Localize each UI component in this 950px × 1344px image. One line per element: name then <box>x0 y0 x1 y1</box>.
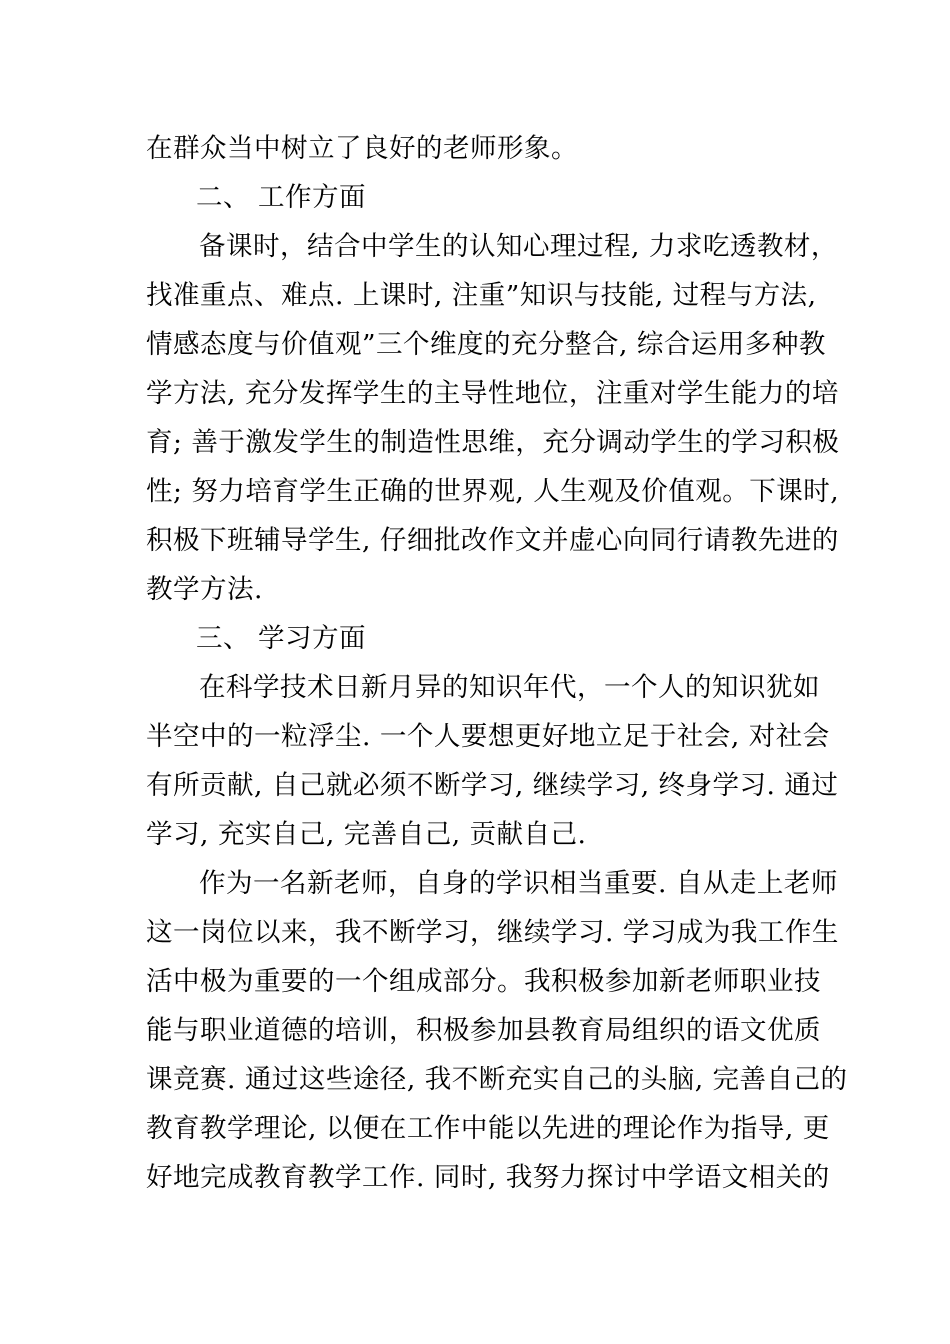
paragraph-first-line: 作为一名新老师，自身的学识相当重要. 自从走上老师 <box>199 868 838 899</box>
text-line: 学习, 充实自己, 完善自己, 贡献自己. <box>146 819 587 850</box>
section-heading-study <box>146 614 810 663</box>
text-line: 好地完成教育教学工作. 同时, 我努力探讨中学语文相关的 <box>146 1162 830 1193</box>
text-line: 能与职业道德的培训，积极参加县教育局组织的语文优质 <box>146 1015 821 1046</box>
text-line: 这一岗位以来，我不断学习，继续学习. 学习成为我工作生 <box>146 917 839 948</box>
text-line: 育; 善于激发学生的制造性思维，充分调动学生的学习积极 <box>146 427 840 458</box>
text-line: 情感态度与价值观”三个维度的充分整合, 综合运用多种教 <box>146 329 826 360</box>
text-line: 教育教学理论, 以便在工作中能以先进的理论作为指导, 更 <box>146 1113 830 1144</box>
text-line: 有所贡献, 自己就必须不断学习, 继续学习, 终身学习. 通过 <box>146 770 839 801</box>
paragraph-first-line: 在科学技术日新月异的知识年代，一个人的知识犹如 <box>199 672 820 703</box>
section-number: 二、 <box>196 182 250 213</box>
section-number: 三、 <box>196 623 250 654</box>
text-line: 找准重点、难点. 上课时, 注重”知识与技能, 过程与方法, <box>146 280 817 311</box>
section-title: 工作方面 <box>258 182 366 213</box>
text-line: 性; 努力培育学生正确的世界观, 人生观及价值观。下课时, <box>146 476 840 507</box>
text-line: 半空中的一粒浮尘. 一个人要想更好地立足于社会, 对社会 <box>146 721 830 752</box>
text-line: 活中极为重要的一个组成部分。我积极参加新老师职业技 <box>146 966 821 997</box>
text-line: 积极下班辅导学生, 仔细批改作文并虚心向同行请教先进的 <box>146 525 839 556</box>
text-line: 在群众当中树立了良好的老师形象。 <box>146 133 578 164</box>
text-line: 学方法, 充分发挥学生的主导性地位，注重对学生能力的培 <box>146 378 839 409</box>
body-text <box>146 124 848 1202</box>
text-line: 课竞赛. 通过这些途径, 我不断充实自己的头脑, 完善自己的 <box>146 1064 848 1095</box>
section-title: 学习方面 <box>258 623 366 654</box>
text-line: 教学方法. <box>146 574 263 605</box>
section-heading-work <box>146 173 810 222</box>
paragraph-first-line: 备课时，结合中学生的认知心理过程, 力求吃透教材， <box>199 231 838 262</box>
